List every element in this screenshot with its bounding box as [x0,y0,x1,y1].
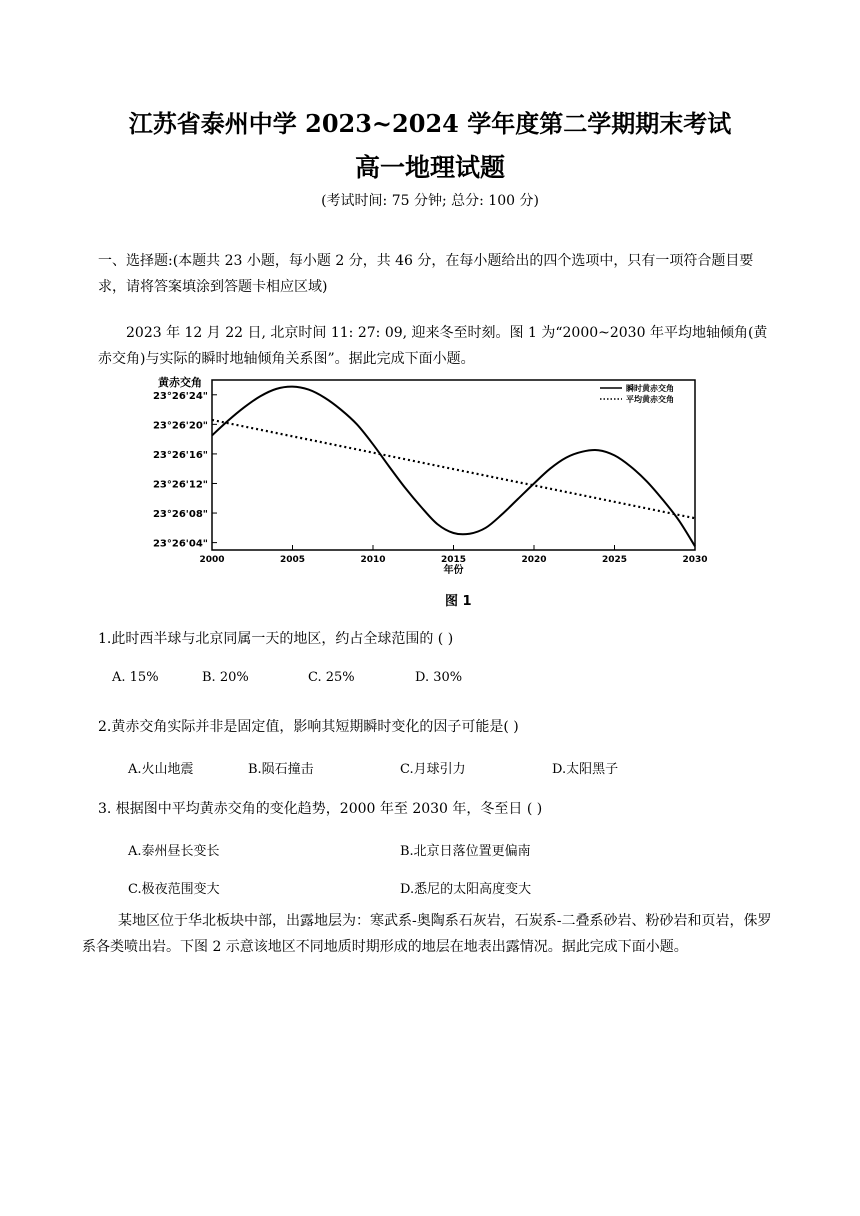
chart-legend-label: 瞬时黄赤交角 [626,384,674,393]
chart-series-line-mean [212,420,695,518]
question-2-option-c[interactable]: C.月球引力 [400,762,466,777]
passage-1: 2023 年 12 月 22 日, 北京时间 11: 27: 09, 迎来冬至时刻。图 1 为“2000~2030 年平均地轴倾角(黄赤交角)与实际的瞬时地轴倾角关系图”。据此完成下面小题。 [98,325,768,367]
chart-x-tick-label: 2010 [360,555,386,565]
chart-x-tick-label: 2000 [199,555,225,565]
figure-caption: 图 1 [445,594,472,609]
chart-x-axis-label: 年份 [443,565,464,576]
chart-plot-area [153,375,708,576]
section-heading: 一、选择题:(本题共 23 小题，每小题 2 分，共 46 分，在每小题给出的四个选项中，只有一项符合题目要求，请将答案填涂到答题卡相应区域) [98,253,754,295]
exam-school-title: 江苏省泰州中学 2023~2024 学年度第二学期期末考试 [128,109,732,138]
question-1-option-c[interactable]: C. 25% [308,670,355,685]
question-3-option-d[interactable]: D.悉尼的太阳高度变大 [400,882,532,897]
chart-series-line-instant [212,387,695,547]
chart-y-axis-label: 黄赤交角 [158,376,202,389]
question-1-option-d[interactable]: D. 30% [415,670,463,685]
question-3-option-c[interactable]: C.极夜范围变大 [128,882,220,897]
chart-x-tick-label: 2015 [440,555,467,565]
question-2-option-d[interactable]: D.太阳黑子 [552,762,619,777]
chart-x-tick-label: 2005 [279,555,306,565]
exam-info: (考试时间: 75 分钟; 总分: 100 分) [321,193,539,209]
question-1-option-a[interactable]: A. 15% [112,670,159,685]
exam-subject-title: 高一地理试题 [354,153,505,182]
question-3-option-b[interactable]: B.北京日落位置更偏南 [400,844,531,859]
question-3-stem: 3. 根据图中平均黄赤交角的变化趋势，2000 年至 2030 年，冬至日 ( ) [98,801,543,817]
figure-1-chart [150,372,710,582]
chart-legend-label: 平均黄赤交角 [626,395,674,404]
chart-y-tick-label: 23°26'04" [152,538,208,550]
question-3-option-a[interactable]: A.泰州昼长变长 [128,844,220,859]
chart-x-tick-label: 2020 [521,555,547,565]
chart-x-tick-label: 2030 [682,555,708,565]
question-1-option-b[interactable]: B. 20% [202,670,249,685]
chart-y-tick-label: 23°26'12" [152,479,208,491]
chart-y-tick-label: 23°26'08" [152,509,208,521]
chart-x-tick-label: 2025 [601,555,628,565]
chart-y-tick-label: 23°26'16" [152,449,208,461]
chart-y-tick-label: 23°26'20" [152,420,208,432]
chart-frame [212,380,695,550]
question-2-stem: 2.黄赤交角实际并非是固定值，影响其短期瞬时变化的因子可能是( ) [98,719,519,735]
question-2-option-a[interactable]: A.火山地震 [128,762,194,777]
chart-y-tick-label: 23°26'24" [152,390,208,402]
passage-2: 某地区位于华北板块中部，出露地层为：寒武系-奥陶系石灰岩，石炭系-二叠系砂岩、粉砂岩和页岩，侏罗系各类喷出岩。下图 2 示意该地区不同地质时期形成的地层在地表出露情况。据此完成下面小题。 [82,913,772,955]
question-2-option-b[interactable]: B.陨石撞击 [248,762,314,777]
question-1-stem: 1.此时西半球与北京同属一天的地区，约占全球范围的 ( ) [98,631,454,647]
